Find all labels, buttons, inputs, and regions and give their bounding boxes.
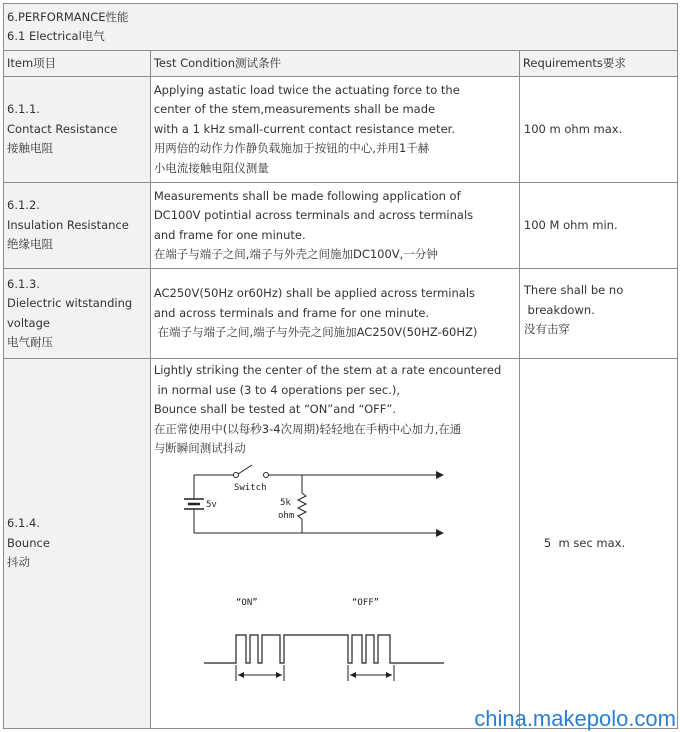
resistor-label: ohm [277,510,295,521]
condition-line: AC250V(50Hz or60Hz) shall be applied across terminals [153,286,476,301]
condition-line: with a 1 kHz small-current contact resistance meter. [153,121,455,136]
item-cell [4,183,151,269]
condition-cell [150,359,519,729]
header-condition: Test Condition测试条件 [150,51,519,77]
item-cell [4,359,151,729]
condition-line: DC100V potintial across terminals and across terminals [153,208,474,222]
arrow-head [238,672,244,678]
resistor-symbol [298,493,306,519]
condition-line: Measurements shall be made following application of [153,188,461,203]
header-requirement: Requirements要求 [519,51,677,77]
table-row [4,359,678,729]
switch-label: Switch [233,482,267,493]
on-label: “ON” [235,597,258,608]
off-label: “OFF” [351,597,379,608]
section-header [4,4,678,51]
requirement-cell [519,183,677,269]
table-header-row [4,51,678,77]
condition-line: Lightly striking the center of the stem at a rate encountered [153,363,502,377]
requirement-line: 100 m ohm max. [523,121,623,136]
item-name-cn: 抖动 [7,555,30,570]
requirement-cell [519,77,677,183]
item-number: 6.1.1. [7,102,40,117]
item-name: Insulation Resistance [7,217,129,232]
table-row [4,183,678,269]
condition-line: in normal use (3 to 4 operations per sec.), [153,382,401,397]
item-cell [4,77,151,183]
item-name: Dielectric witstanding voltage [7,296,133,330]
item-number: 6.1.4. [7,516,40,531]
switch-lever [238,465,252,474]
header-item: Item项目 [4,51,151,77]
arrow-head [386,672,392,678]
arrow-head [436,471,444,479]
item-name: Bounce [7,535,50,550]
condition-line: center of the stem,measurements shall be made [153,102,436,117]
arrow-head [436,529,444,537]
condition-line: 在端子与端子之间,端子与外壳之间施加DC100V,一分钟 [153,247,438,261]
arrow-head [276,672,282,678]
section-title: 6.PERFORMANCE性能 [7,10,129,24]
condition-line: 在端子与端子之间,端子与外壳之间施加AC250V(50HZ-60HZ) [153,325,478,340]
resistor-label: 5k [279,497,291,508]
watermark: china.makepolo.com [474,706,676,731]
section-subtitle: 6.1 Electrical电气 [7,29,105,43]
requirement-line: There shall be no [523,283,624,297]
bounce-test-diagram [154,463,466,703]
performance-sheet [3,3,678,730]
requirement-line: 没有击穿 [523,322,570,336]
condition-line: and frame for one minute. [153,227,306,242]
item-number: 6.1.3. [7,276,40,291]
requirement-line: 100 M ohm min. [523,217,618,232]
condition-line: 小电流接触电阻仪测量 [153,160,269,175]
table-row [4,77,678,183]
condition-line: 在正常使用中(以每秒3-4次周期)轻轻地在手柄中心加力,在通 [153,421,462,436]
condition-line: 与断瞬间测试抖动 [153,441,246,455]
requirement-line: breakdown. [523,302,595,317]
condition-cell [150,77,519,183]
item-name: Contact Resistance [7,121,118,136]
item-number: 6.1.2. [7,198,40,213]
condition-cell [150,183,519,269]
performance-table [3,3,678,729]
item-name-cn: 绝缘电阻 [7,237,53,252]
switch-contact [263,472,268,477]
table-row [4,269,678,359]
condition-line: Bounce shall be tested at “ON”and “OFF”. [153,402,396,416]
requirement-line: 5 m sec max. [543,535,626,550]
condition-line: Applying astatic load twice the actuating force to the [153,82,460,97]
condition-line: 用两倍的动作力作静负载施加于按钮的中心,并用1千赫 [153,141,430,156]
condition-line: and across terminals and frame for one minute. [153,305,430,320]
condition-cell [150,269,519,359]
item-name-cn: 电气耐压 [7,335,53,349]
requirement-cell [519,359,677,729]
item-cell [4,269,151,359]
item-name-cn: 接触电阻 [7,141,53,156]
arrow-head [350,672,356,678]
voltage-label: 5v [205,499,217,510]
bounce-waveform [204,635,444,663]
requirement-cell [519,269,677,359]
switch-contact [233,472,238,477]
